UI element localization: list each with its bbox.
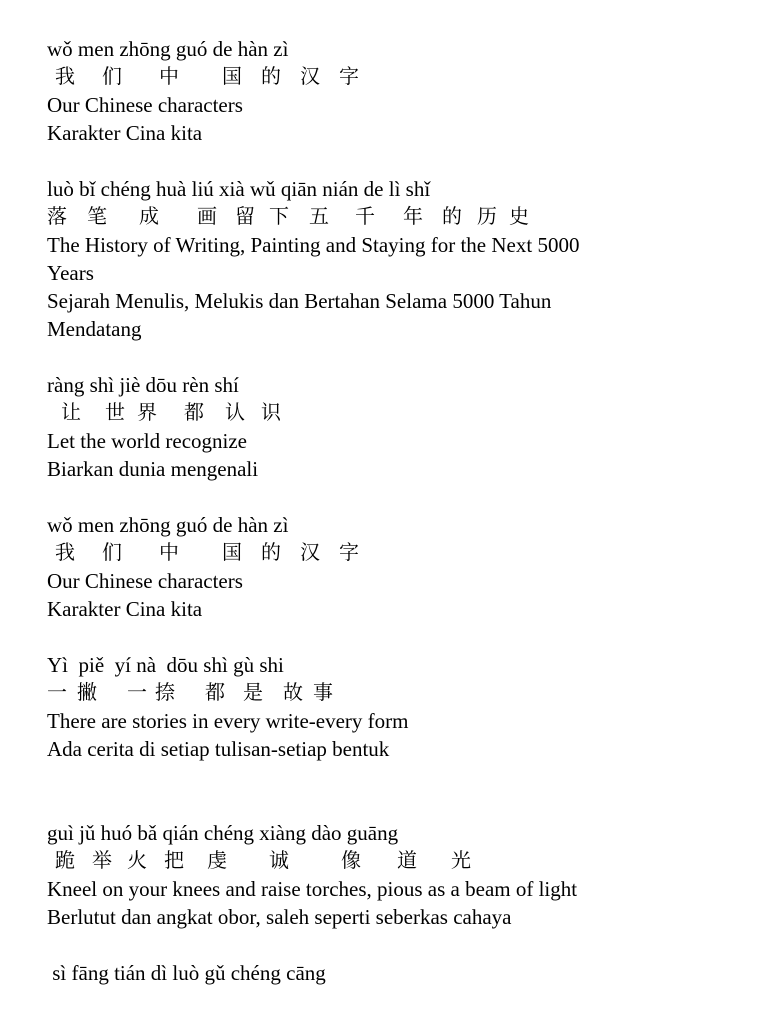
hanzi-char: 光 <box>451 848 471 872</box>
hanzi-char: 都 <box>184 400 204 424</box>
english-line: Our Chinese characters <box>47 569 243 593</box>
english-line-continued: Years <box>47 261 94 285</box>
malay-line-continued: Mendatang <box>47 317 142 341</box>
hanzi-char: 汉 <box>300 64 320 88</box>
hanzi-char: 中 <box>159 64 179 88</box>
hanzi-char: 国 <box>222 64 242 88</box>
hanzi-char: 道 <box>397 848 417 872</box>
hanzi-char: 五 <box>309 204 329 228</box>
malay-line: Berlutut dan angkat obor, saleh seperti seberkas cahaya <box>47 905 512 929</box>
hanzi-char: 举 <box>92 848 112 872</box>
hanzi-char: 国 <box>222 540 242 564</box>
hanzi-char: 让 <box>61 400 81 424</box>
hanzi-char: 们 <box>102 64 122 88</box>
pinyin-line: sì fāng tián dì luò gǔ chéng cāng <box>47 961 326 985</box>
pinyin-line: wǒ men zhōng guó de hàn zì <box>47 513 289 537</box>
pinyin-line: wǒ men zhōng guó de hàn zì <box>47 37 289 61</box>
hanzi-char: 下 <box>269 204 289 228</box>
pinyin-line: ràng shì jiè dōu rèn shí <box>47 373 239 397</box>
hanzi-char: 一 <box>47 680 67 704</box>
english-line: Let the world recognize <box>47 429 247 453</box>
hanzi-char: 撇 <box>77 680 97 704</box>
hanzi-char: 史 <box>509 204 529 228</box>
english-line: Kneel on your knees and raise torches, pious as a beam of light <box>47 877 578 901</box>
hanzi-char: 成 <box>139 204 159 228</box>
hanzi-char: 我 <box>55 540 75 564</box>
hanzi-char: 汉 <box>300 540 320 564</box>
hanzi-char: 诚 <box>269 848 289 872</box>
hanzi-char: 的 <box>261 540 281 564</box>
hanzi-line <box>47 202 747 230</box>
hanzi-char: 年 <box>403 204 423 228</box>
hanzi-line <box>47 62 747 90</box>
english-line: Our Chinese characters <box>47 93 243 117</box>
hanzi-char: 把 <box>164 848 184 872</box>
pinyin-line: Yì piě yí nà dōu shì gù shi <box>47 653 284 677</box>
hanzi-char: 事 <box>313 680 333 704</box>
hanzi-line <box>47 846 747 874</box>
malay-line: Ada cerita di setiap tulisan-setiap bentuk <box>47 737 390 761</box>
hanzi-char: 留 <box>235 204 255 228</box>
hanzi-char: 千 <box>355 204 375 228</box>
hanzi-char: 落 <box>47 204 67 228</box>
hanzi-char: 一 <box>127 680 147 704</box>
pinyin-line: guì jǔ huó bǎ qián chéng xiàng dào guāng <box>47 821 399 845</box>
hanzi-char: 都 <box>205 680 225 704</box>
hanzi-char: 字 <box>339 64 359 88</box>
hanzi-char: 字 <box>339 540 359 564</box>
hanzi-char: 笔 <box>87 204 107 228</box>
malay-line: Biarkan dunia mengenali <box>47 457 259 481</box>
english-line: There are stories in every write-every form <box>47 709 409 733</box>
hanzi-char: 界 <box>137 400 157 424</box>
hanzi-char: 画 <box>197 204 217 228</box>
hanzi-char: 像 <box>341 848 361 872</box>
hanzi-char: 世 <box>105 400 125 424</box>
hanzi-char: 认 <box>225 400 245 424</box>
hanzi-line <box>47 678 747 706</box>
english-line: The History of Writing, Painting and Staying for the Next 5000 <box>47 233 580 257</box>
hanzi-char: 虔 <box>207 848 227 872</box>
hanzi-char: 故 <box>283 680 303 704</box>
hanzi-char: 我 <box>55 64 75 88</box>
malay-line: Sejarah Menulis, Melukis dan Bertahan Selama 5000 Tahun <box>47 289 552 313</box>
hanzi-char: 是 <box>243 680 263 704</box>
hanzi-char: 识 <box>261 400 281 424</box>
hanzi-line <box>47 398 747 426</box>
hanzi-char: 历 <box>477 204 497 228</box>
hanzi-char: 的 <box>442 204 462 228</box>
malay-line: Karakter Cina kita <box>47 597 203 621</box>
hanzi-char: 跪 <box>55 848 75 872</box>
hanzi-char: 们 <box>102 540 122 564</box>
hanzi-char: 中 <box>159 540 179 564</box>
hanzi-char: 的 <box>261 64 281 88</box>
hanzi-char: 捺 <box>155 680 175 704</box>
pinyin-line: luò bǐ chéng huà liú xià wǔ qiān nián de lì shǐ <box>47 177 431 201</box>
hanzi-char: 火 <box>127 848 147 872</box>
hanzi-line <box>47 538 747 566</box>
malay-line: Karakter Cina kita <box>47 121 203 145</box>
